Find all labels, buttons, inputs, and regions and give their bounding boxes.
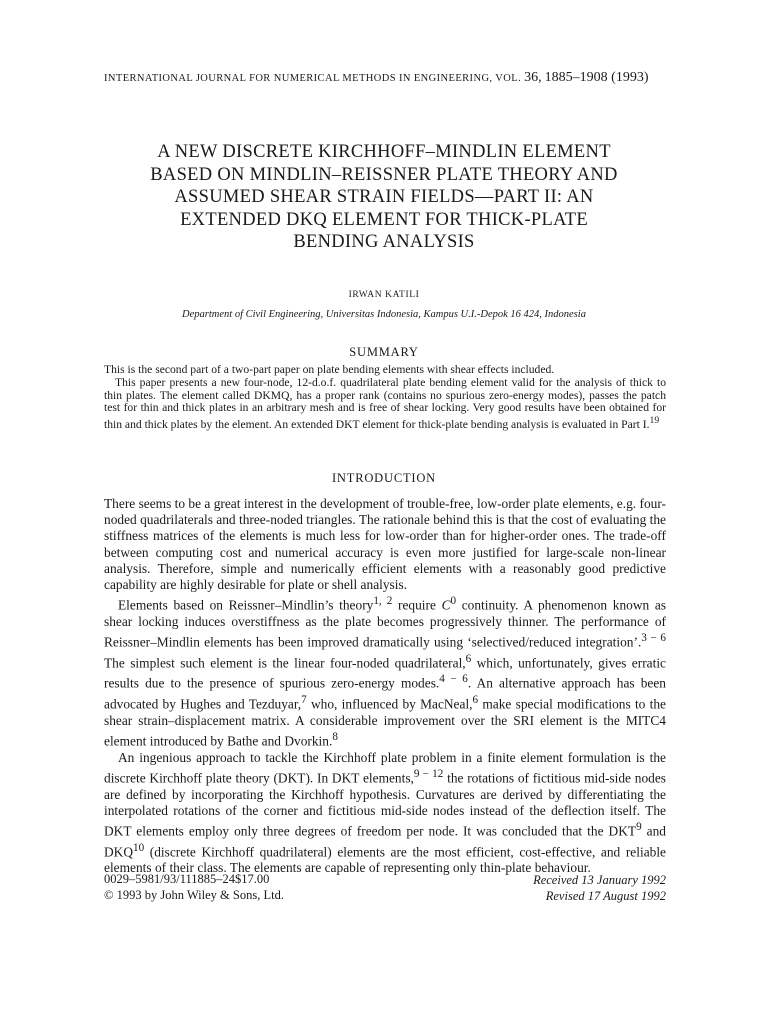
math-symbol: C xyxy=(441,597,451,613)
title-line: EXTENDED DKQ ELEMENT FOR THICK-PLATE xyxy=(180,209,588,230)
introduction-section xyxy=(104,496,666,876)
summary-paragraph xyxy=(104,377,666,432)
intro-text: . An alternative approach has been advocated by Hughes and Tezduyar, xyxy=(104,675,666,712)
intro-text: (discrete Kirchhoff quadrilateral) elements are the most efficient, cost-effective, and reliable elements of their class. The elements are capable of representing only thin-plate behaviour. xyxy=(104,844,666,876)
intro-text: The simplest such element is the linear four-noded quadrilateral, xyxy=(104,655,466,671)
title-line: A NEW DISCRETE KIRCHHOFF–MINDLIN ELEMENT xyxy=(157,142,611,162)
summary-text: This paper presents a new four-node, 12-d.o.f. quadrilateral plate bending element valid for the analysis of thick to thin plates. The element called DKMQ, has a proper rank (contains no spurious zero-energy modes), passes the patch test for thin and thick plates in an arbitrary mesh and is free of shear locking. Very good results have been obtained for thin and thick plates by the element. An extended DKT element for thick-plate bending analysis is evaluated in Part I. xyxy=(104,375,666,432)
intro-text: which, unfortunately, gives erratic results due to the presence of spurious zero-energy modes. xyxy=(104,655,666,691)
copyright-notice: © 1993 by John Wiley & Sons, Ltd. xyxy=(104,888,284,902)
citation: 9 − 12 xyxy=(413,767,444,780)
publication-info xyxy=(104,871,404,903)
intro-paragraph: There seems to be a great interest in the development of trouble-free, low-order plate elements, e.g. four-noded quadrilaterals and three-noded triangles. The rationale behind this is that the cost of evaluating the stiffness matrices of the elements is much less for low-order than for higher-order ones. The trade-off between computing cost and numerical accuracy is even more justified for large-scale non-linear analysis. Therefore, simple and numerically efficient elements with a reasonably good predictive capability are highly desirable for plate or shell analysis. xyxy=(104,496,666,593)
citation: 19 xyxy=(649,415,660,427)
revised-date: Revised 17 August 1992 xyxy=(545,889,666,903)
journal-pages-year: 1885–1908 (1993) xyxy=(544,70,649,85)
citation: 8 xyxy=(332,730,338,743)
intro-text: and DKQ xyxy=(104,823,666,860)
summary-paragraph: This is the second part of a two-part paper on plate bending elements with shear effects included. xyxy=(104,363,555,376)
citation: 1, 2 xyxy=(373,595,393,608)
intro-text: make special modifications to the shear strain–displacement matrix. A considerable improvement over the SRI element is the MITC4 element introduced by Bathe and Dvorkin. xyxy=(104,696,666,749)
citation: 4 − 6 xyxy=(439,673,468,686)
intro-text: the rotations of fictitious mid-side nodes are defined by incorporating the Kirchhoff hypothesis. Curvatures are derived by differentiating the interpolated rotations of the corner and fictitious mid-side nodes instead of the deflection itself. The DKT elements employ only three degrees of freedom per node. It was concluded that the DKT xyxy=(104,770,666,839)
introduction-heading: INTRODUCTION xyxy=(331,471,437,485)
intro-paragraph xyxy=(104,593,666,749)
intro-text: continuity. A phenomenon known as shear locking induces overstiffness as the plate becomes progressively thinner. The performance of Reissner–Mindlin elements has been improved dramatically using ‘selectived/reduced integration’. xyxy=(104,597,666,650)
author-name: IRWAN KATILI xyxy=(348,290,420,300)
intro-paragraph xyxy=(104,750,666,877)
author-affiliation: Department of Civil Engineering, Universitas Indonesia, Kampus U.I.-Depok 16 424, Indonesia xyxy=(182,309,586,320)
paper-title xyxy=(80,141,688,254)
summary-heading: SUMMARY xyxy=(349,345,419,359)
citation: 9 xyxy=(636,820,642,833)
intro-text: Elements based on Reissner–Mindlin’s theory xyxy=(118,597,374,613)
intro-text: require xyxy=(392,597,442,613)
math-superscript: 0 xyxy=(450,595,457,608)
received-date: Received 13 January 1992 xyxy=(533,873,666,887)
title-line: BENDING ANALYSIS xyxy=(293,232,475,252)
intro-text: who, influenced by MacNeal, xyxy=(306,696,473,712)
summary-section xyxy=(104,364,666,432)
title-line: BASED ON MINDLIN–REISSNER PLATE THEORY AND xyxy=(150,164,618,185)
journal-header xyxy=(104,70,704,86)
citation: 7 xyxy=(301,694,307,707)
intro-text: An ingenious approach to tackle the Kirchhoff plate problem in a finite element formulation is the discrete Kirchhoff plate theory (DKT). In DKT elements, xyxy=(104,749,666,786)
citation: 3 − 6 xyxy=(641,632,666,645)
article-code: 0029–5981/93/111885–24$17.00 xyxy=(104,872,270,886)
journal-name: INTERNATIONAL JOURNAL FOR NUMERICAL METHODS IN ENGINEERING, VOL. xyxy=(104,73,522,84)
title-line: ASSUMED SHEAR STRAIN FIELDS—PART II: AN xyxy=(174,187,594,207)
journal-volume: 36, xyxy=(524,70,542,85)
citation: 6 xyxy=(465,652,472,665)
citation: 6 xyxy=(472,694,479,707)
citation: 10 xyxy=(133,841,145,854)
manuscript-dates xyxy=(420,872,666,904)
